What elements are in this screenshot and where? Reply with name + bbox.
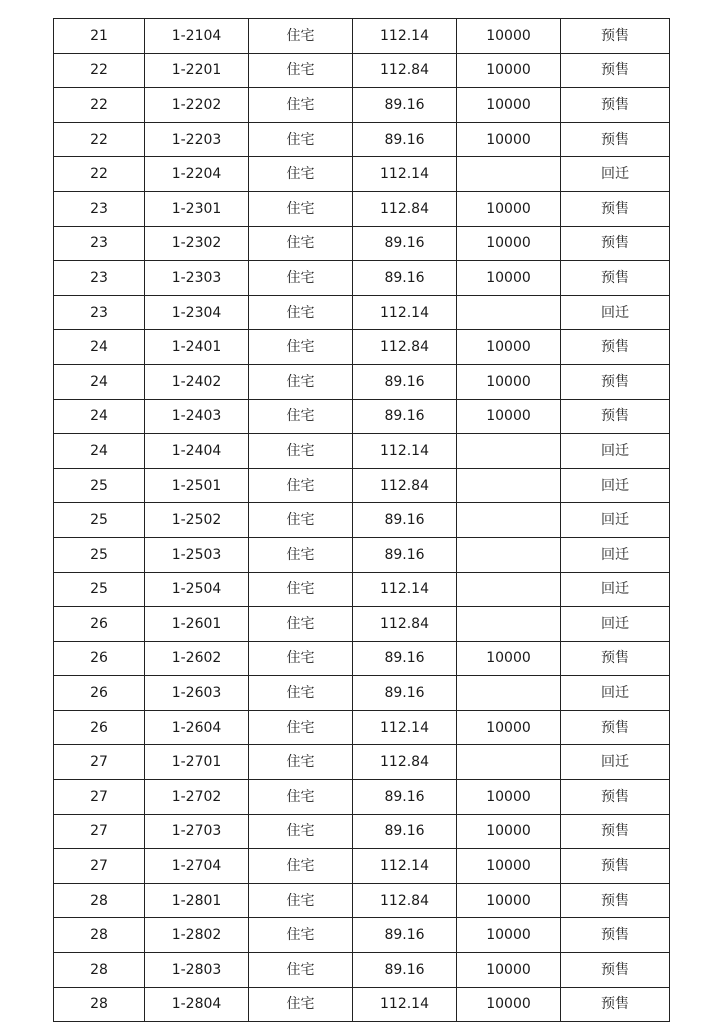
status-cell: 回迁 — [561, 434, 670, 469]
area-cell: 112.84 — [353, 607, 457, 642]
table-row — [54, 572, 670, 607]
floor-cell: 21 — [54, 19, 145, 54]
price-cell: 10000 — [457, 710, 561, 745]
room-number-cell: 1-2104 — [145, 19, 249, 54]
usage-cell: 住宅 — [249, 364, 353, 399]
price-cell — [457, 537, 561, 572]
area-cell: 89.16 — [353, 676, 457, 711]
floor-cell: 24 — [54, 364, 145, 399]
table-row — [54, 88, 670, 123]
area-cell: 112.14 — [353, 710, 457, 745]
price-cell: 10000 — [457, 814, 561, 849]
area-cell: 112.14 — [353, 987, 457, 1022]
room-number-cell: 1-2201 — [145, 53, 249, 88]
room-number-cell: 1-2302 — [145, 226, 249, 261]
table-row — [54, 710, 670, 745]
usage-cell: 住宅 — [249, 849, 353, 884]
usage-cell: 住宅 — [249, 53, 353, 88]
table-row — [54, 987, 670, 1022]
status-cell: 回迁 — [561, 745, 670, 780]
room-number-cell: 1-2504 — [145, 572, 249, 607]
area-cell: 89.16 — [353, 953, 457, 988]
unit-price-table — [53, 18, 670, 1022]
floor-cell: 25 — [54, 572, 145, 607]
price-cell: 10000 — [457, 953, 561, 988]
room-number-cell: 1-2404 — [145, 434, 249, 469]
price-cell — [457, 468, 561, 503]
price-cell: 10000 — [457, 883, 561, 918]
price-cell: 10000 — [457, 330, 561, 365]
room-number-cell: 1-2803 — [145, 953, 249, 988]
table-row — [54, 226, 670, 261]
room-number-cell: 1-2801 — [145, 883, 249, 918]
floor-cell: 22 — [54, 157, 145, 192]
status-cell: 预售 — [561, 780, 670, 815]
floor-cell: 25 — [54, 503, 145, 538]
price-cell: 10000 — [457, 122, 561, 157]
price-cell — [457, 503, 561, 538]
area-cell: 89.16 — [353, 918, 457, 953]
status-cell: 回迁 — [561, 468, 670, 503]
status-cell: 预售 — [561, 88, 670, 123]
status-cell: 预售 — [561, 710, 670, 745]
area-cell: 89.16 — [353, 537, 457, 572]
price-cell: 10000 — [457, 191, 561, 226]
status-cell: 预售 — [561, 883, 670, 918]
usage-cell: 住宅 — [249, 918, 353, 953]
usage-cell: 住宅 — [249, 745, 353, 780]
usage-cell: 住宅 — [249, 295, 353, 330]
area-cell: 89.16 — [353, 88, 457, 123]
floor-cell: 22 — [54, 88, 145, 123]
price-cell — [457, 295, 561, 330]
status-cell: 预售 — [561, 53, 670, 88]
area-cell: 89.16 — [353, 503, 457, 538]
floor-cell: 28 — [54, 953, 145, 988]
table-row — [54, 53, 670, 88]
status-cell: 回迁 — [561, 607, 670, 642]
room-number-cell: 1-2601 — [145, 607, 249, 642]
price-cell: 10000 — [457, 641, 561, 676]
table-row — [54, 330, 670, 365]
usage-cell: 住宅 — [249, 987, 353, 1022]
usage-cell: 住宅 — [249, 157, 353, 192]
room-number-cell: 1-2202 — [145, 88, 249, 123]
price-cell: 10000 — [457, 53, 561, 88]
table-row — [54, 745, 670, 780]
price-cell — [457, 572, 561, 607]
floor-cell: 27 — [54, 849, 145, 884]
area-cell: 89.16 — [353, 261, 457, 296]
table-row — [54, 849, 670, 884]
status-cell: 预售 — [561, 641, 670, 676]
floor-cell: 28 — [54, 918, 145, 953]
floor-cell: 25 — [54, 537, 145, 572]
floor-cell: 23 — [54, 295, 145, 330]
table-row — [54, 641, 670, 676]
status-cell: 预售 — [561, 19, 670, 54]
table-row — [54, 295, 670, 330]
room-number-cell: 1-2604 — [145, 710, 249, 745]
area-cell: 89.16 — [353, 122, 457, 157]
table-row — [54, 607, 670, 642]
table-row — [54, 157, 670, 192]
price-cell: 10000 — [457, 780, 561, 815]
document-page — [53, 18, 669, 1022]
room-number-cell: 1-2704 — [145, 849, 249, 884]
status-cell: 预售 — [561, 330, 670, 365]
status-cell: 预售 — [561, 987, 670, 1022]
floor-cell: 27 — [54, 814, 145, 849]
room-number-cell: 1-2403 — [145, 399, 249, 434]
status-cell: 预售 — [561, 226, 670, 261]
status-cell: 预售 — [561, 399, 670, 434]
usage-cell: 住宅 — [249, 710, 353, 745]
status-cell: 预售 — [561, 261, 670, 296]
price-cell: 10000 — [457, 918, 561, 953]
usage-cell: 住宅 — [249, 434, 353, 469]
usage-cell: 住宅 — [249, 814, 353, 849]
area-cell: 89.16 — [353, 780, 457, 815]
room-number-cell: 1-2304 — [145, 295, 249, 330]
floor-cell: 26 — [54, 641, 145, 676]
area-cell: 89.16 — [353, 226, 457, 261]
area-cell: 112.14 — [353, 295, 457, 330]
room-number-cell: 1-2204 — [145, 157, 249, 192]
status-cell: 回迁 — [561, 503, 670, 538]
price-cell — [457, 607, 561, 642]
price-cell: 10000 — [457, 849, 561, 884]
price-cell: 10000 — [457, 261, 561, 296]
price-cell: 10000 — [457, 399, 561, 434]
floor-cell: 28 — [54, 987, 145, 1022]
price-cell: 10000 — [457, 19, 561, 54]
room-number-cell: 1-2703 — [145, 814, 249, 849]
table-row — [54, 364, 670, 399]
status-cell: 回迁 — [561, 676, 670, 711]
status-cell: 预售 — [561, 953, 670, 988]
floor-cell: 27 — [54, 780, 145, 815]
floor-cell: 22 — [54, 53, 145, 88]
usage-cell: 住宅 — [249, 122, 353, 157]
area-cell: 89.16 — [353, 364, 457, 399]
table-row — [54, 780, 670, 815]
floor-cell: 28 — [54, 883, 145, 918]
room-number-cell: 1-2503 — [145, 537, 249, 572]
price-cell — [457, 434, 561, 469]
usage-cell: 住宅 — [249, 330, 353, 365]
usage-cell: 住宅 — [249, 607, 353, 642]
status-cell: 预售 — [561, 918, 670, 953]
floor-cell: 24 — [54, 330, 145, 365]
area-cell: 112.14 — [353, 434, 457, 469]
usage-cell: 住宅 — [249, 226, 353, 261]
room-number-cell: 1-2602 — [145, 641, 249, 676]
price-cell: 10000 — [457, 987, 561, 1022]
usage-cell: 住宅 — [249, 261, 353, 296]
usage-cell: 住宅 — [249, 88, 353, 123]
usage-cell: 住宅 — [249, 191, 353, 226]
status-cell: 预售 — [561, 849, 670, 884]
price-cell — [457, 157, 561, 192]
table-row — [54, 537, 670, 572]
room-number-cell: 1-2802 — [145, 918, 249, 953]
area-cell: 112.84 — [353, 883, 457, 918]
room-number-cell: 1-2501 — [145, 468, 249, 503]
room-number-cell: 1-2603 — [145, 676, 249, 711]
status-cell: 回迁 — [561, 537, 670, 572]
status-cell: 预售 — [561, 191, 670, 226]
floor-cell: 23 — [54, 261, 145, 296]
price-cell — [457, 676, 561, 711]
area-cell: 112.14 — [353, 849, 457, 884]
usage-cell: 住宅 — [249, 883, 353, 918]
floor-cell: 24 — [54, 399, 145, 434]
usage-cell: 住宅 — [249, 572, 353, 607]
area-cell: 112.14 — [353, 19, 457, 54]
usage-cell: 住宅 — [249, 503, 353, 538]
table-row — [54, 468, 670, 503]
floor-cell: 27 — [54, 745, 145, 780]
room-number-cell: 1-2402 — [145, 364, 249, 399]
usage-cell: 住宅 — [249, 537, 353, 572]
floor-cell: 26 — [54, 676, 145, 711]
table-row — [54, 676, 670, 711]
table-row — [54, 122, 670, 157]
area-cell: 112.84 — [353, 745, 457, 780]
area-cell: 112.84 — [353, 330, 457, 365]
area-cell: 112.14 — [353, 157, 457, 192]
table-row — [54, 399, 670, 434]
area-cell: 112.84 — [353, 468, 457, 503]
usage-cell: 住宅 — [249, 641, 353, 676]
price-cell: 10000 — [457, 226, 561, 261]
price-cell — [457, 745, 561, 780]
floor-cell: 22 — [54, 122, 145, 157]
room-number-cell: 1-2203 — [145, 122, 249, 157]
room-number-cell: 1-2701 — [145, 745, 249, 780]
area-cell: 112.84 — [353, 53, 457, 88]
floor-cell: 26 — [54, 607, 145, 642]
table-row — [54, 191, 670, 226]
room-number-cell: 1-2702 — [145, 780, 249, 815]
usage-cell: 住宅 — [249, 399, 353, 434]
area-cell: 112.84 — [353, 191, 457, 226]
table-row — [54, 883, 670, 918]
floor-cell: 26 — [54, 710, 145, 745]
status-cell: 预售 — [561, 364, 670, 399]
usage-cell: 住宅 — [249, 468, 353, 503]
floor-cell: 23 — [54, 226, 145, 261]
room-number-cell: 1-2804 — [145, 987, 249, 1022]
table-body — [54, 19, 670, 1022]
area-cell: 89.16 — [353, 641, 457, 676]
usage-cell: 住宅 — [249, 19, 353, 54]
usage-cell: 住宅 — [249, 953, 353, 988]
status-cell: 预售 — [561, 122, 670, 157]
status-cell: 预售 — [561, 814, 670, 849]
room-number-cell: 1-2502 — [145, 503, 249, 538]
status-cell: 回迁 — [561, 157, 670, 192]
price-cell: 10000 — [457, 88, 561, 123]
floor-cell: 23 — [54, 191, 145, 226]
room-number-cell: 1-2401 — [145, 330, 249, 365]
floor-cell: 25 — [54, 468, 145, 503]
room-number-cell: 1-2303 — [145, 261, 249, 296]
area-cell: 89.16 — [353, 399, 457, 434]
area-cell: 89.16 — [353, 814, 457, 849]
area-cell: 112.14 — [353, 572, 457, 607]
usage-cell: 住宅 — [249, 676, 353, 711]
price-cell: 10000 — [457, 364, 561, 399]
floor-cell: 24 — [54, 434, 145, 469]
table-row — [54, 918, 670, 953]
table-row — [54, 19, 670, 54]
usage-cell: 住宅 — [249, 780, 353, 815]
table-row — [54, 261, 670, 296]
table-row — [54, 503, 670, 538]
table-row — [54, 434, 670, 469]
status-cell: 回迁 — [561, 572, 670, 607]
status-cell: 回迁 — [561, 295, 670, 330]
table-row — [54, 814, 670, 849]
table-row — [54, 953, 670, 988]
room-number-cell: 1-2301 — [145, 191, 249, 226]
